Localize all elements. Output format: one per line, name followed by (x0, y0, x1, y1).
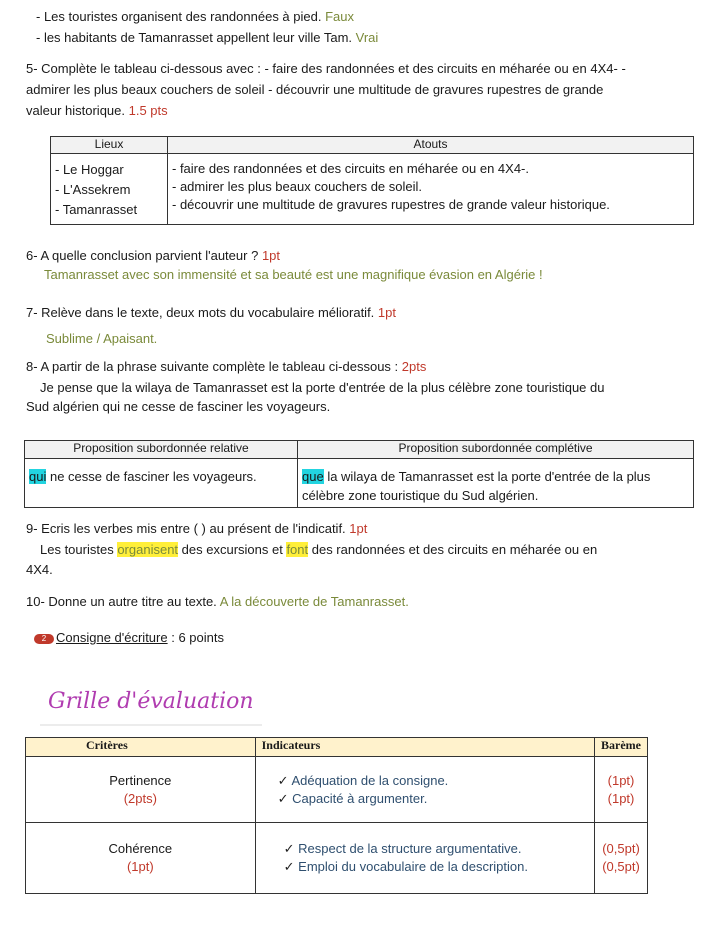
q10-question: 10- Donne un autre titre au texte. A la découverte de Tamanrasset. (26, 594, 409, 609)
verb-font: font (286, 542, 309, 557)
bareme-cell: (0,5pt) (0,5pt) (595, 823, 648, 894)
q5-header-lieux: Lieux (51, 137, 168, 154)
q9-answer-end: 4X4. (26, 562, 53, 577)
q8-question: 8- A partir de la phrase suivante complète le tableau ci-dessous : 2pts (26, 359, 427, 374)
q6-points: 1pt (261, 248, 281, 263)
q9-points: 1pt (349, 521, 368, 536)
q5-header-atouts: Atouts (168, 137, 694, 154)
q5-line2: admirer les plus beaux couchers de soleil - découvrir une multitude de gravures rupestres de grande (26, 82, 604, 97)
consigne: 2 Consigne d'écriture : 6 points (34, 629, 700, 647)
answer-1: Faux (325, 9, 354, 24)
q5-table (50, 136, 694, 225)
indicateurs-cell (255, 823, 594, 894)
q8-points: 2pts (401, 359, 427, 374)
q5-line3: valeur historique. 1.5 pts (26, 103, 168, 118)
grille-header-criteres: Critères (26, 738, 256, 757)
critere-cell: Pertinence (2pts) (26, 757, 256, 823)
q8-completive-cell: que la wilaya de Tamanrasset est la porte d'entrée de la plus célèbre zone touristique du Sud algérien. (298, 459, 694, 508)
statement-1: - Les touristes organisent des randonnées à pied. Faux (36, 9, 354, 24)
q9-answer: Les touristes organisent des excursions et font des randonnées et des circuits en méharée ou en (40, 542, 598, 557)
q6-question: 6- A quelle conclusion parvient l'auteur ? 1pt (26, 248, 281, 263)
critere-cell: Cohérence (1pt) (26, 823, 256, 894)
q8-sentence-1: Je pense que la wilaya de Tamanrasset est la porte d'entrée de la plus célèbre zone touristique du (40, 380, 605, 395)
relative-pronoun: qui (29, 469, 47, 484)
q5-atouts-cell (168, 154, 694, 225)
grille-row (26, 757, 648, 823)
check-icon: ✓ (283, 841, 295, 856)
verb-organisent: organisent (117, 542, 179, 557)
check-icon: ✓ (277, 772, 289, 788)
q5-lieux-cell (51, 154, 168, 225)
q7-question: 7- Relève dans le texte, deux mots du vocabulaire mélioratif. 1pt (26, 305, 396, 320)
q7-answer: Sublime / Apaisant. (46, 331, 158, 346)
q8-relative-cell: qui ne cesse de fasciner les voyageurs. (25, 459, 298, 508)
atout-item: - admirer les plus beaux couchers de soleil. (172, 179, 423, 194)
statement-2: - les habitants de Tamanrasset appellent leur ville Tam. Vrai (36, 30, 379, 45)
q7-points: 1pt (377, 305, 396, 320)
q8-header-completive: Proposition subordonnée complétive (298, 441, 694, 459)
q8-sentence-2: Sud algérien qui ne cesse de fasciner les voyageurs. (26, 399, 331, 414)
grille-header-indicateurs: Indicateurs (255, 738, 594, 757)
indicateur-item: ✓ Capacité à argumenter. (277, 790, 428, 806)
indicateur-item: ✓ Adéquation de la consigne. (277, 772, 449, 788)
completive-conjunction: que (302, 469, 324, 484)
indicateurs-cell (255, 757, 594, 823)
grille-header-bareme: Barème (595, 738, 648, 757)
grille-title: Grille d'évaluation (40, 682, 262, 726)
lieu-item: - Le Hoggar (55, 162, 124, 177)
lieu-item: - L'Assekrem (55, 182, 131, 197)
indicateur-item: ✓ Respect de la structure argumentative. (283, 841, 522, 856)
bareme-cell: (1pt) (1pt) (595, 757, 648, 823)
q5-line1: 5- Complète le tableau ci-dessous avec : - faire des randonnées et des circuits en méharée ou en 4X4- - (26, 61, 626, 76)
q8-table (24, 440, 694, 508)
answer-2: Vrai (355, 30, 379, 45)
lieu-item: - Tamanrasset (55, 202, 138, 217)
check-icon: ✓ (277, 790, 289, 806)
q8-header-relative: Proposition subordonnée relative (25, 441, 298, 459)
q6-answer: Tamanrasset avec son immensité et sa beauté est une magnifique évasion en Algérie ! (44, 267, 543, 282)
check-icon: ✓ (283, 859, 295, 874)
grille-table (25, 737, 648, 894)
q9-question: 9- Ecris les verbes mis entre ( ) au présent de l'indicatif. 1pt (26, 521, 368, 536)
indicateur-item: ✓ Emploi du vocabulaire de la description. (283, 859, 528, 874)
atout-item: - faire des randonnées et des circuits en méharée ou en 4X4-. (172, 161, 529, 176)
number-two-icon: 2 (34, 634, 54, 644)
grille-row (26, 823, 648, 894)
q5-points: 1.5 pts (128, 103, 168, 118)
consigne-label: Consigne d'écriture (56, 630, 168, 645)
atout-item: - découvrir une multitude de gravures rupestres de grande valeur historique. (172, 197, 610, 212)
q10-answer: A la découverte de Tamanrasset. (219, 594, 409, 609)
